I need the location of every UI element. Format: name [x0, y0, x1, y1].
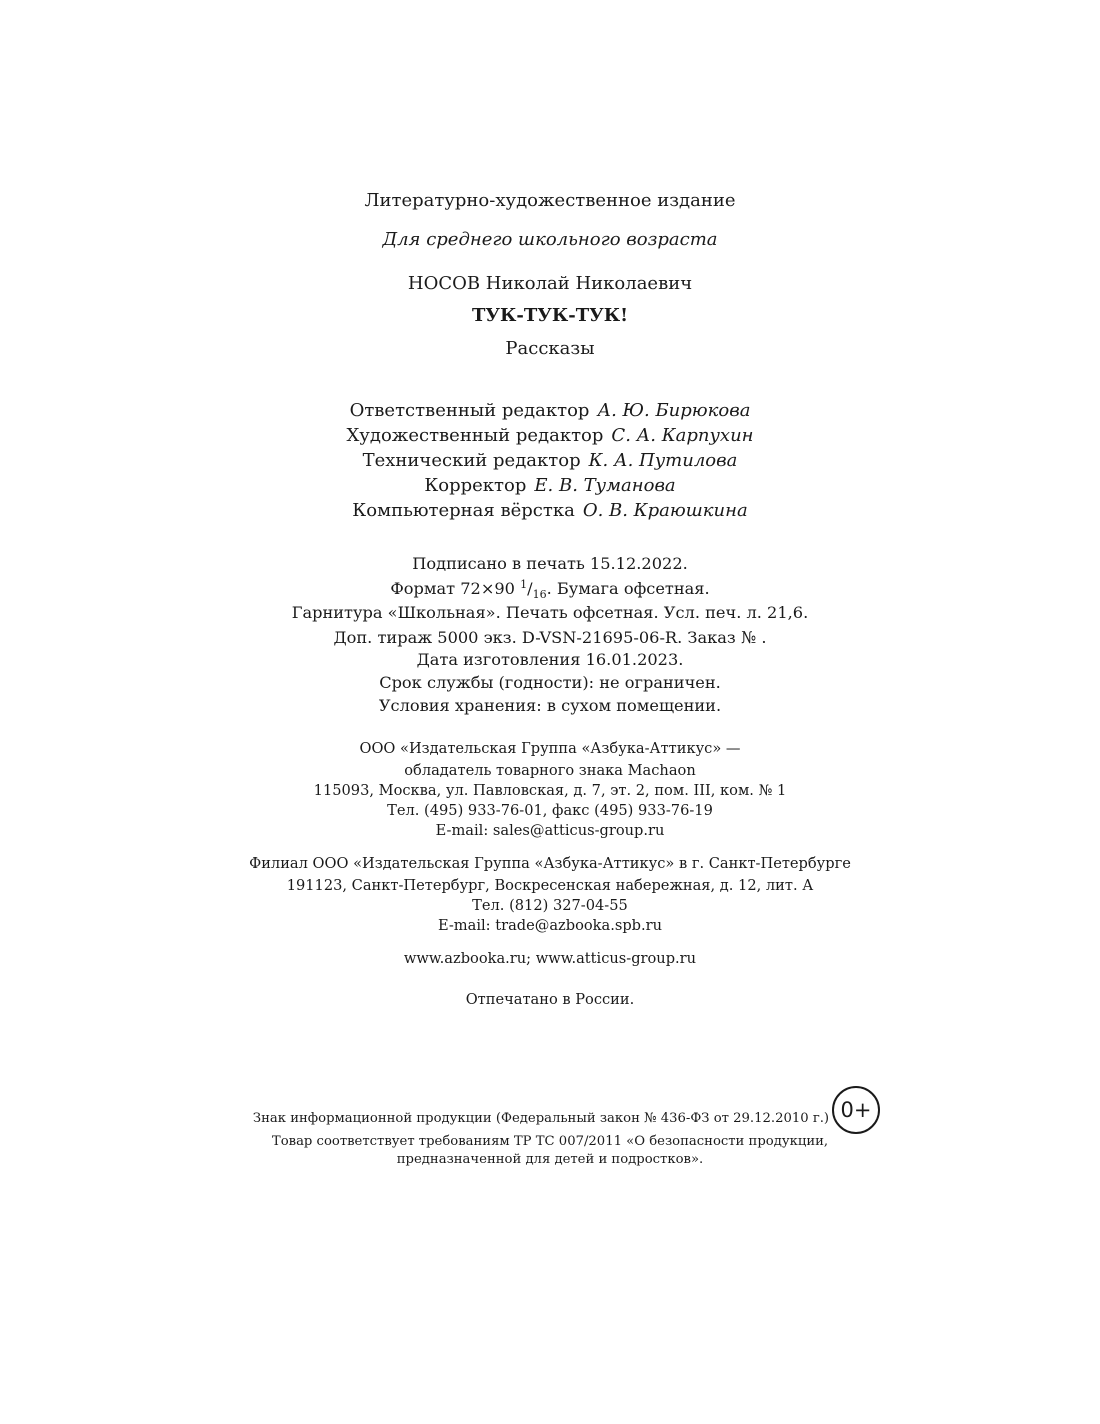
format-line: Формат 72×90 $^1/_{16}$. Бумага офсетная. — [390, 578, 710, 601]
manufacture-date: Дата изготовления 16.01.2023. — [416, 650, 684, 669]
branch-address: 191123, Санкт-Петербург, Воскресенская набережная, д. 12, лит. А — [286, 877, 814, 894]
credit-line — [0, 425, 1100, 446]
credit-role: Корректор — [424, 475, 527, 496]
circulation-line: Доп. тираж 5000 экз. D-VSN-21695-06-R. Заказ № . — [333, 628, 767, 647]
branch-name: Филиал ООО «Издательская Группа «Азбука-Аттикус» в г. Санкт-Петербурге — [249, 855, 851, 872]
credit-line — [0, 400, 1100, 421]
publisher-phone: Тел. (495) 933-76-01, факс (495) 933-76-19 — [387, 802, 713, 819]
publisher-address: 115093, Москва, ул. Павловская, д. 7, эт. 2, пом. III, ком. № 1 — [313, 782, 787, 799]
publisher-email: E-mail: sales@atticus-group.ru — [435, 822, 665, 839]
credit-line — [0, 500, 1100, 521]
credit-name: А. Ю. Бирюкова — [597, 400, 751, 421]
credit-line — [0, 475, 1100, 496]
credit-role: Технический редактор — [362, 450, 581, 471]
credit-role: Художественный редактор — [346, 425, 604, 446]
info-sign-text: Знак информационной продукции (Федеральный закон № 436-ФЗ от 29.12.2010 г.) — [252, 1111, 830, 1126]
credit-name: К. А. Путилова — [588, 450, 738, 471]
printed-in: Отпечатано в России. — [465, 991, 635, 1008]
credit-name: С. А. Карпухин — [611, 425, 754, 446]
compliance-line-1: Товар соответствует требованиям ТР ТС 007/2011 «О безопасности продукции, — [271, 1134, 829, 1149]
edition-type: Литературно-художественное издание — [364, 190, 736, 211]
publisher-trademark: обладатель товарного знака Machaon — [404, 762, 696, 779]
credit-name: Е. В. Туманова — [534, 475, 676, 496]
audience: Для среднего школьного возраста — [382, 229, 718, 250]
shelf-life: Срок службы (годности): не ограничен. — [379, 673, 721, 692]
credit-line — [0, 450, 1100, 471]
storage-conditions: Условия хранения: в сухом помещении. — [378, 696, 722, 715]
publisher-name: ООО «Издательская Группа «Азбука-Аттикус» — — [359, 740, 741, 757]
compliance-line-2: предназначенной для детей и подростков». — [396, 1152, 704, 1167]
credit-role: Ответственный редактор — [349, 400, 590, 421]
websites: www.azbooka.ru; www.atticus-group.ru — [403, 950, 697, 967]
book-title: ТУК-ТУК-ТУК! — [472, 305, 628, 326]
author: НОСОВ Николай Николаевич — [407, 273, 693, 294]
signed-date: Подписано в печать 15.12.2022. — [412, 554, 688, 573]
genre: Рассказы — [505, 338, 595, 359]
branch-email: E-mail: trade@azbooka.spb.ru — [437, 917, 663, 934]
typeface-line: Гарнитура «Школьная». Печать офсетная. Усл. печ. л. 21,6. — [291, 603, 809, 622]
credit-name: О. В. Краюшкина — [582, 500, 748, 521]
credit-role: Компьютерная вёрстка — [352, 500, 575, 521]
branch-phone: Тел. (812) 327-04-55 — [472, 897, 628, 914]
age-rating-badge: 0+ — [832, 1086, 880, 1134]
